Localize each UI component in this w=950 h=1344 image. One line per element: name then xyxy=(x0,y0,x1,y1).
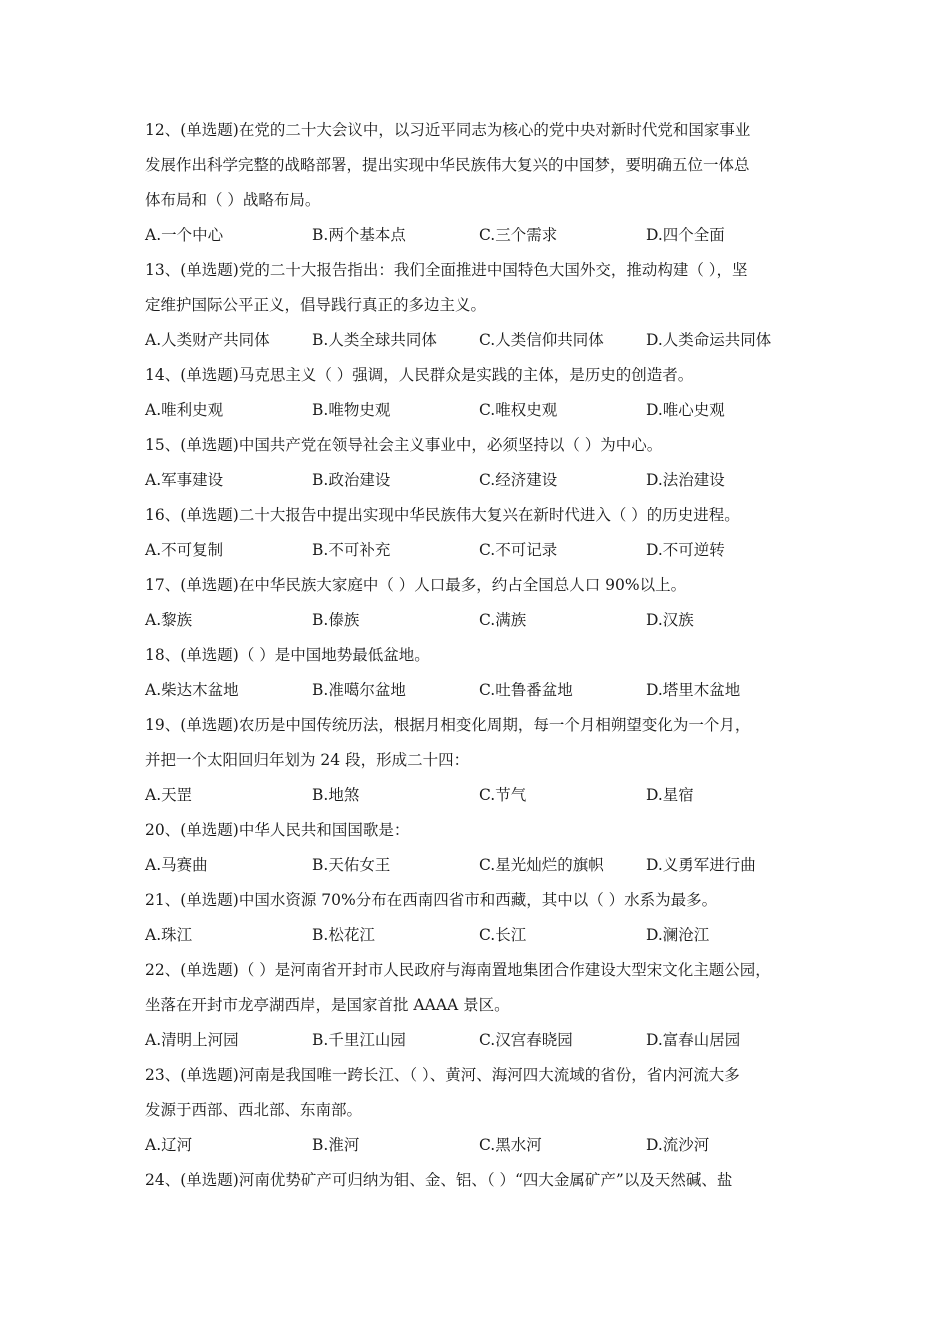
question-text: 22、(单选题)（ ）是河南省开封市人民政府与海南置地集团合作建设大型宋文化主题公园， xyxy=(145,961,771,979)
answer-option-a: A.珠江 xyxy=(145,926,193,944)
answer-option-d: D.四个全面 xyxy=(646,226,725,244)
answer-option-b: B.不可补充 xyxy=(312,541,391,559)
answer-option-d: D.汉族 xyxy=(646,611,694,629)
answer-option-c: C.三个需求 xyxy=(479,226,558,244)
question-block xyxy=(145,365,815,420)
question-text: 17、(单选题)在中华民族大家庭中（ ）人口最多，约占全国总人口 90%以上。 xyxy=(145,576,687,594)
question-text: 18、(单选题)（ ）是中国地势最低盆地。 xyxy=(145,646,430,664)
answer-option-d: D.法治建设 xyxy=(646,471,725,489)
answer-option-d: D.澜沧江 xyxy=(646,926,710,944)
answer-options xyxy=(145,225,815,245)
question-block xyxy=(145,505,815,560)
answer-option-d: D.富春山居园 xyxy=(646,1031,741,1049)
answer-option-d: D.流沙河 xyxy=(646,1136,710,1154)
answer-option-c: C.不可记录 xyxy=(479,541,558,559)
answer-option-c: C.黑水河 xyxy=(479,1136,542,1154)
question-block xyxy=(145,1170,815,1190)
answer-options xyxy=(145,1030,815,1050)
question-text-continued: 坐落在开封市龙亭湖西岸，是国家首批 AAAA 景区。 xyxy=(145,996,510,1014)
answer-option-d: D.星宿 xyxy=(646,786,694,804)
answer-option-b: B.政治建设 xyxy=(312,471,391,489)
question-text-continued: 定维护国际公平正义，倡导践行真正的多边主义。 xyxy=(145,296,487,314)
answer-option-a: A.一个中心 xyxy=(145,226,224,244)
answer-option-c: C.人类信仰共同体 xyxy=(479,331,604,349)
question-block xyxy=(145,645,815,700)
answer-option-a: A.唯利史观 xyxy=(145,401,224,419)
question-text: 24、(单选题)河南优势矿产可归纳为钼、金、铝、（ ）“四大金属矿产”以及天然碱、盐 xyxy=(145,1171,733,1189)
answer-option-b: B.松花江 xyxy=(312,926,375,944)
answer-option-a: A.黎族 xyxy=(145,611,193,629)
answer-option-a: A.天罡 xyxy=(145,786,193,804)
answer-option-d: D.义勇军进行曲 xyxy=(646,856,756,874)
answer-option-c: C.吐鲁番盆地 xyxy=(479,681,573,699)
question-block xyxy=(145,575,815,630)
question-block xyxy=(145,820,815,875)
question-text: 13、(单选题)党的二十大报告指出：我们全面推进中国特色大国外交，推动构建（ ），坚 xyxy=(145,261,748,279)
answer-options xyxy=(145,330,815,350)
question-text-continued: 体布局和（ ）战略布局。 xyxy=(145,191,321,209)
answer-option-c: C.节气 xyxy=(479,786,527,804)
question-text-continued: 并把一个太阳回归年划为 24 段，形成二十四： xyxy=(145,751,470,769)
answer-option-d: D.唯心史观 xyxy=(646,401,725,419)
answer-options xyxy=(145,855,815,875)
question-block xyxy=(145,1065,815,1155)
answer-option-a: A.清明上河园 xyxy=(145,1031,239,1049)
answer-option-a: A.柴达木盆地 xyxy=(145,681,239,699)
answer-option-a: A.人类财产共同体 xyxy=(145,331,270,349)
answer-option-d: D.不可逆转 xyxy=(646,541,725,559)
answer-option-c: C.唯权史观 xyxy=(479,401,558,419)
answer-options xyxy=(145,610,815,630)
answer-option-c: C.长江 xyxy=(479,926,527,944)
question-text: 20、(单选题)中华人民共和国国歌是： xyxy=(145,821,410,839)
answer-option-d: D.塔里木盆地 xyxy=(646,681,741,699)
answer-option-a: A.不可复制 xyxy=(145,541,224,559)
answer-options xyxy=(145,925,815,945)
question-block xyxy=(145,435,815,490)
answer-option-b: B.天佑女王 xyxy=(312,856,391,874)
answer-options xyxy=(145,470,815,490)
answer-option-b: B.准噶尔盆地 xyxy=(312,681,406,699)
question-text-continued: 发展作出科学完整的战略部署，提出实现中华民族伟大复兴的中国梦，要明确五位一体总 xyxy=(145,156,750,174)
question-text: 23、(单选题)河南是我国唯一跨长江、（ ）、黄河、海河四大流域的省份，省内河流大多 xyxy=(145,1066,740,1084)
answer-option-b: B.人类全球共同体 xyxy=(312,331,437,349)
question-text: 14、(单选题)马克思主义（ ）强调，人民群众是实践的主体，是历史的创造者。 xyxy=(145,366,694,384)
question-block xyxy=(145,715,815,805)
answer-option-c: C.汉宫春晓园 xyxy=(479,1031,573,1049)
answer-options xyxy=(145,680,815,700)
answer-option-a: A.辽河 xyxy=(145,1136,193,1154)
answer-option-b: B.地煞 xyxy=(312,786,360,804)
answer-option-c: C.满族 xyxy=(479,611,527,629)
answer-option-b: B.两个基本点 xyxy=(312,226,406,244)
answer-option-a: A.军事建设 xyxy=(145,471,224,489)
answer-option-b: B.唯物史观 xyxy=(312,401,391,419)
answer-option-c: C.经济建设 xyxy=(479,471,558,489)
answer-option-d: D.人类命运共同体 xyxy=(646,331,772,349)
question-text-continued: 发源于西部、西北部、东南部。 xyxy=(145,1101,363,1119)
question-text: 16、(单选题)二十大报告中提出实现中华民族伟大复兴在新时代进入（ ）的历史进程。 xyxy=(145,506,740,524)
question-list xyxy=(145,120,815,1190)
question-block xyxy=(145,960,815,1050)
question-block xyxy=(145,890,815,945)
answer-options xyxy=(145,785,815,805)
answer-option-b: B.傣族 xyxy=(312,611,360,629)
question-text: 12、(单选题)在党的二十大会议中，以习近平同志为核心的党中央对新时代党和国家事业 xyxy=(145,121,751,139)
answer-option-c: C.星光灿烂的旗帜 xyxy=(479,856,604,874)
question-text: 21、(单选题)中国水资源 70%分布在西南四省市和西藏，其中以（ ）水系为最多。 xyxy=(145,891,718,909)
question-text: 19、(单选题)农历是中国传统历法，根据月相变化周期，每一个月相朔望变化为一个月， xyxy=(145,716,751,734)
question-block xyxy=(145,260,815,350)
answer-options xyxy=(145,540,815,560)
question-text: 15、(单选题)中国共产党在领导社会主义事业中，必须坚持以（ ）为中心。 xyxy=(145,436,663,454)
answer-options xyxy=(145,400,815,420)
answer-option-a: A.马赛曲 xyxy=(145,856,208,874)
question-block xyxy=(145,120,815,245)
answer-option-b: B.千里江山园 xyxy=(312,1031,406,1049)
answer-options xyxy=(145,1135,815,1155)
answer-option-b: B.淮河 xyxy=(312,1136,360,1154)
